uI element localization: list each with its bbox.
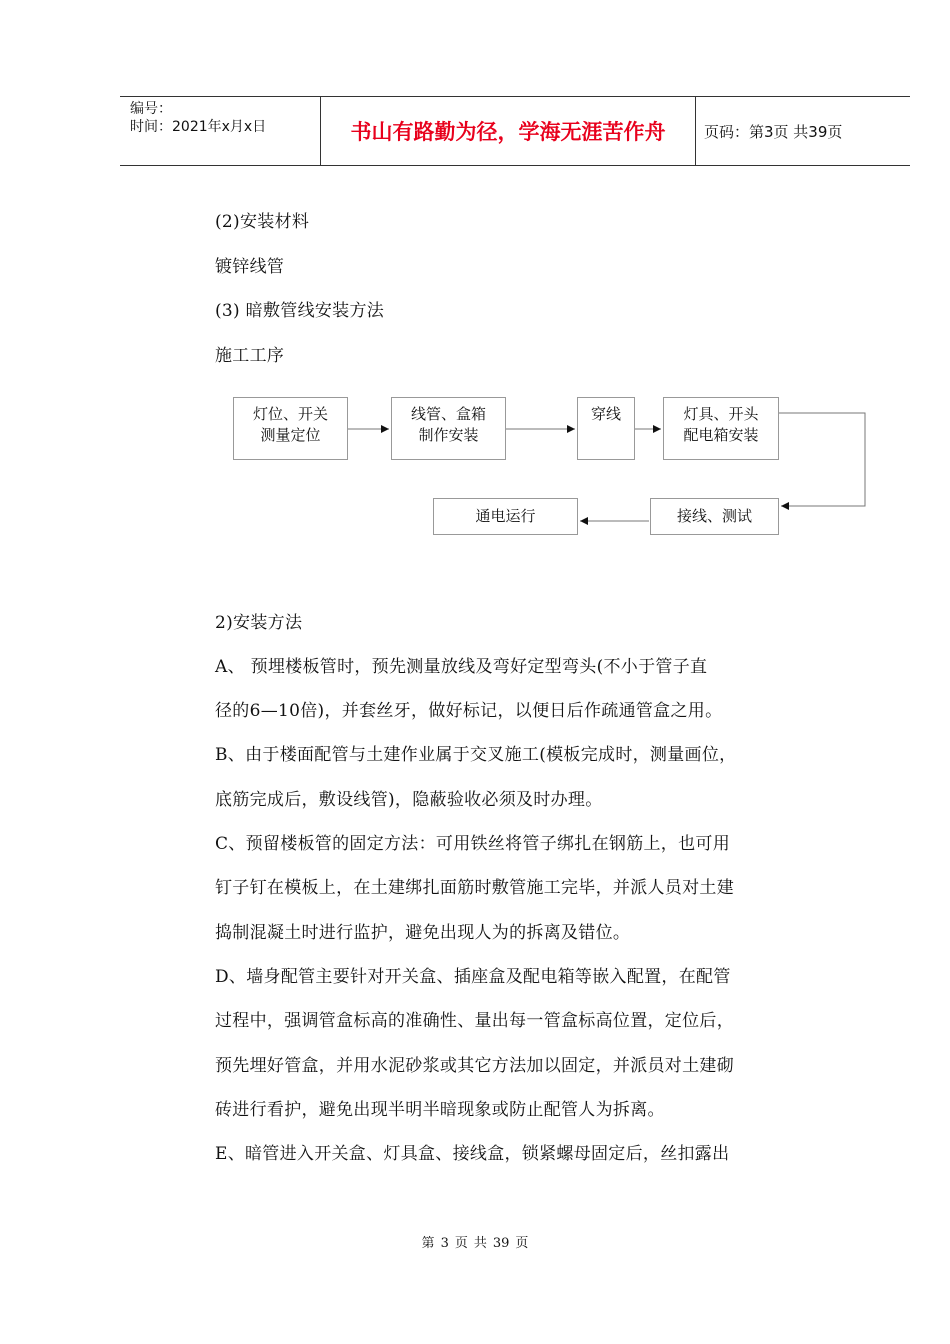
flow-step-text: 制作安装 bbox=[418, 426, 479, 444]
paragraph-line: 底筋完成后，敷设线管)，隐蔽验收必须及时办理。 bbox=[215, 790, 603, 810]
paragraph-line: D、墙身配管主要针对开关盒、插座盒及配电箱等嵌入配置，在配管 bbox=[215, 967, 731, 987]
paragraph-line: 径的6—10倍)，并套丝牙，做好标记，以便日后作疏通管盒之用。 bbox=[215, 701, 723, 721]
flow-step-wiring-testing bbox=[650, 498, 779, 535]
flow-step-text: 穿线 bbox=[590, 405, 621, 423]
method-heading: (3) 暗敷管线安装方法 bbox=[215, 301, 385, 321]
paragraph-line: 砖进行看护，避免出现半明半暗现象或防止配管人为拆离。 bbox=[215, 1100, 665, 1120]
paragraph-line: 捣制混凝土时进行监护，避免出现人为的拆离及错位。 bbox=[215, 923, 631, 943]
paragraph-line: 过程中，强调管盒标高的准确性、量出每一管盒标高位置，定位后， bbox=[215, 1011, 734, 1031]
material-item: 镀锌线管 bbox=[215, 257, 285, 277]
flow-step-conduit-box-fabrication bbox=[391, 397, 506, 460]
motto-title: 书山有路勤为径，学海无涯苦作舟 bbox=[320, 97, 696, 165]
arrow-step4-to-step5 bbox=[779, 413, 865, 506]
footer-total-word: 共 bbox=[473, 1236, 487, 1251]
flow-step-text: 通电运行 bbox=[475, 507, 536, 525]
paragraph-line: E、暗管进入开关盒、灯具盒、接线盒，锁紧螺母固定后，丝扣露出 bbox=[215, 1144, 730, 1164]
flow-step-text: 配电箱安装 bbox=[683, 426, 759, 444]
page-info: 页码：第3页 共39页 bbox=[704, 122, 843, 141]
footer-total-number: 39 bbox=[492, 1236, 510, 1251]
flow-step-text: 测量定位 bbox=[260, 426, 321, 444]
flow-step-wire-pulling bbox=[577, 397, 635, 460]
paragraph-line: A、 预埋楼板管时，预先测量放线及弯好定型弯头(不小于管子直 bbox=[215, 657, 708, 677]
paragraph-line: 钉子钉在模板上，在土建绑扎面筋时敷管施工完毕，并派人员对土建 bbox=[215, 878, 734, 898]
install-materials-heading: (2)安装材料 bbox=[215, 212, 310, 232]
footer-page-word: 第 bbox=[421, 1236, 435, 1251]
process-heading: 施工工序 bbox=[215, 346, 285, 366]
footer-page-number: 3 bbox=[440, 1236, 449, 1251]
footer-total-unit: 页 bbox=[515, 1236, 529, 1251]
flow-step-text: 灯具、开头 bbox=[683, 405, 759, 423]
flow-step-text: 线管、盒箱 bbox=[410, 405, 486, 423]
time-label: 时间：2021年x月x日 bbox=[130, 119, 267, 135]
page-footer bbox=[0, 1232, 950, 1251]
footer-page-unit: 页 bbox=[454, 1236, 468, 1251]
install-method-heading: 2)安装方法 bbox=[215, 613, 303, 633]
paragraph-line: B、由于楼面配管与土建作业属于交叉施工(模板完成时，测量画位， bbox=[215, 745, 737, 765]
paragraph-line: C、预留楼板管的固定方法：可用铁丝将管子绑扎在钢筋上，也可用 bbox=[215, 834, 731, 854]
flow-step-power-on-run bbox=[433, 498, 578, 535]
flow-step-fixture-panel-install bbox=[663, 397, 779, 460]
number-label: 编号： bbox=[130, 101, 172, 117]
flow-step-light-switch-survey bbox=[233, 397, 348, 460]
paragraph-line: 预先埋好管盒，并用水泥砂浆或其它方法加以固定，并派员对土建砌 bbox=[215, 1056, 734, 1076]
flow-step-text: 接线、测试 bbox=[676, 507, 752, 525]
flow-step-text: 灯位、开关 bbox=[252, 405, 328, 423]
